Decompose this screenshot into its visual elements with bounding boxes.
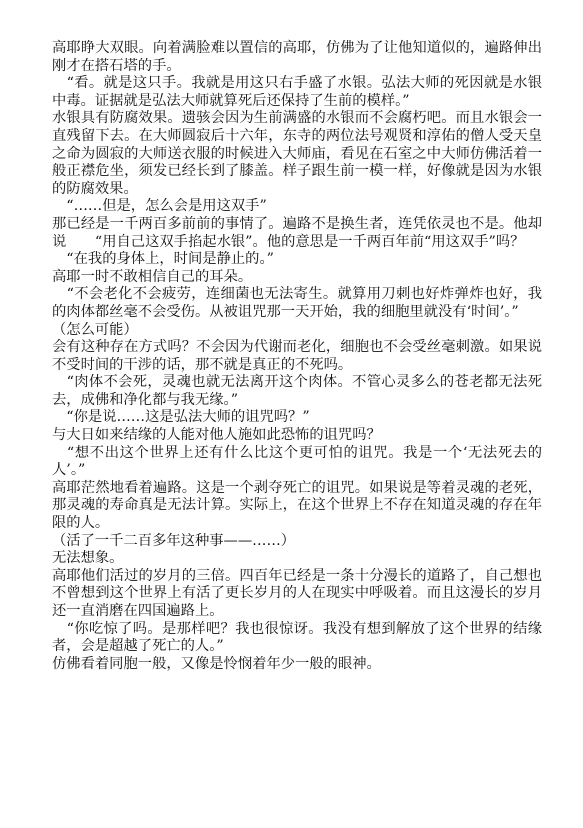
paragraph: 仿佛看着同胞一般，又像是怜悯着年少一般的眼神。 [52,655,381,672]
paragraph: “肉体不会死，灵魂也就无法离开这个肉体。不管心灵多么的苍老都无法死去，成佛和净化都与我无缘。” [52,374,542,408]
paragraph: 与大日如来结缘的人能对他人施如此恐怖的诅咒吗？ [52,427,381,444]
paragraph: 无法想象。 [52,550,124,567]
paragraph: 那已经是一千两百多前前的事情了。遍路不是换生者，连凭依灵也不是。他却说 “用自己这双手掐起水银”。他的意思是一千两百年前“用这双手”吗？ [52,215,542,250]
paragraph: “在我的身体上，时间是静止的。” [52,251,274,268]
paragraph: “看。就是这只手。我就是用这只右手盛了水银。弘法大师的死因就是水银中毒。证据就是弘法大师就算死后还保持了生前的模样。” [52,75,542,109]
document-page [52,40,542,673]
paragraph: “你是说……这是弘法大师的诅咒吗？” [52,409,310,426]
paragraph: （怎么可能） [52,321,138,338]
paragraph: 水银具有防腐效果。遗骇会因为生前满盛的水银而不会腐朽吧。而且水银会一直残留下去。在大师圆寂后十六年，东寺的两位法号观贤和淳佑的僧人受天皇之命为圆寂的大师送衣服的时候进入大师庙，看见在石室之中大师仿佛活着一般正襟危坐，须发已经长到了膝盖。样子跟生前一模一样，好像就是因为水银的防腐效果。 [52,110,542,197]
paragraph: “不会老化不会疲劳，连细菌也无法寄生。就算用刀刺也好炸弹炸也好，我的肉体都丝毫不会受伤。从被诅咒那一天开始，我的细胞里就没有‘时间’。” [52,286,542,320]
paragraph: “你吃惊了吗。是那样吧？我也很惊讶。我没有想到解放了这个世界的结缘者，会是超越了死亡的人。” [52,620,542,655]
paragraph: “……但是，怎么会是用这双手” [52,198,267,215]
paragraph: 高耶茫然地看着遍路。这是一个剥夺死亡的诅咒。如果说是等着灵魂的老死，那灵魂的寿命真是无法计算。实际上，在这个世界上不存在知道灵魂的存在年限的人。 [52,479,542,532]
paragraph: 高耶睁大双眼。向着满脸难以置信的高耶，仿佛为了让他知道似的，遍路伸出刚才在搭石塔的手。 [52,40,542,74]
paragraph: 高耶他们活过的岁月的三倍。四百年已经是一条十分漫长的道路了，自己想也不曾想到这个世界上有活了更长岁月的人在现实中呼吸着。而且这漫长的岁月还一直消磨在四国遍路上。 [52,567,542,619]
paragraph: （活了一千二百多年这种事——……） [52,532,296,549]
paragraph: 高耶一时不敢相信自己的耳朵。 [52,268,253,285]
paragraph: 会有这种存在方式吗？不会因为代谢而老化，细胞也不会受丝毫刺激。如果说不受时间的干涉的话，那不就是真正的不死吗。 [52,339,542,373]
paragraph: “想不出这个世界上还有什么比这个更可怕的诅咒。我是一个‘无法死去的人’。” [52,444,542,479]
